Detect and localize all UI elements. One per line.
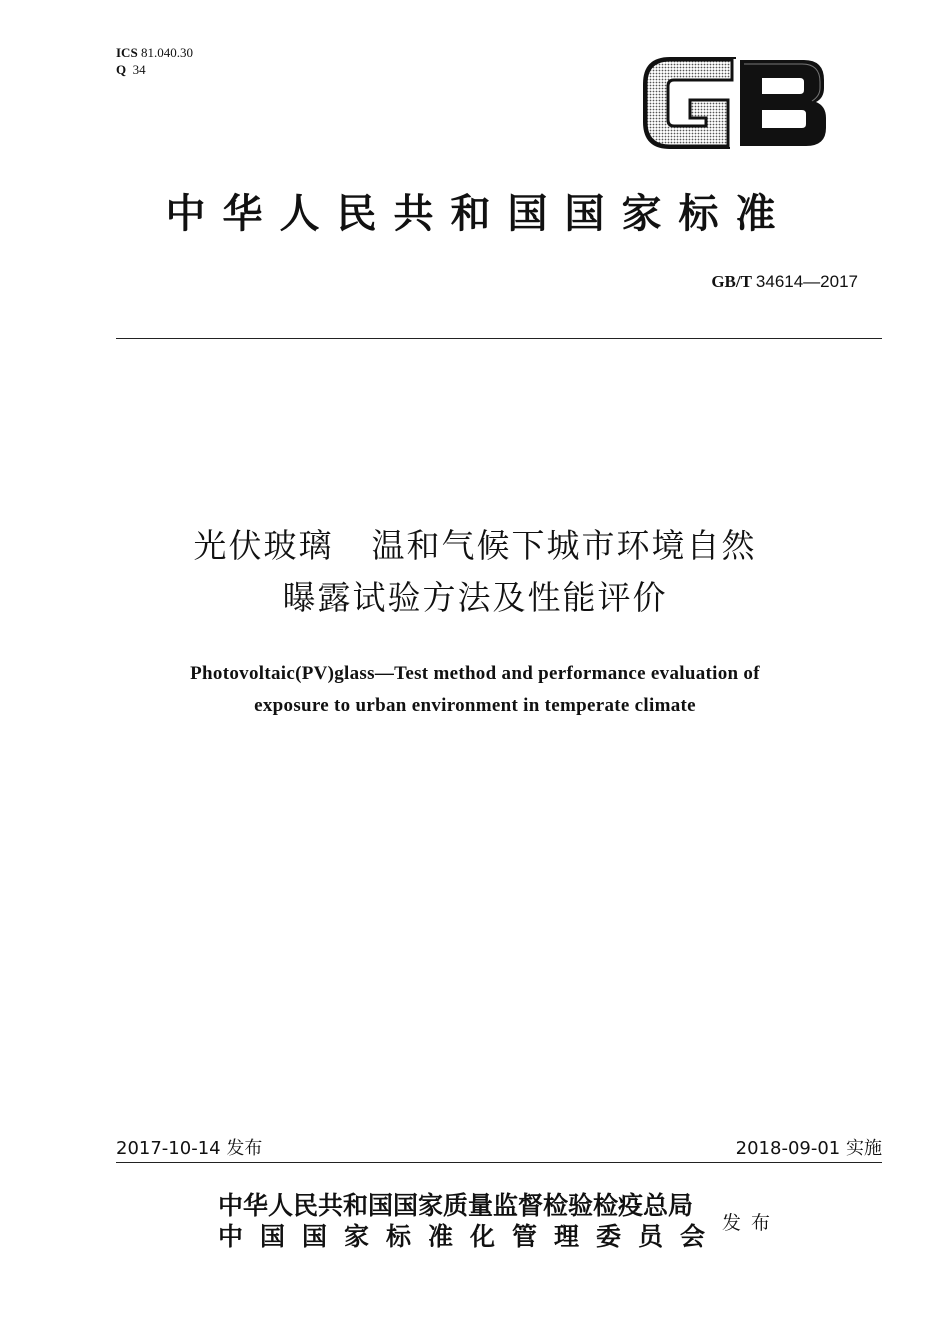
implementation-date: 2018-09-01 实施	[735, 1138, 882, 1159]
gb-logo	[640, 54, 832, 152]
top-divider	[116, 338, 882, 339]
ics-classification	[116, 44, 193, 78]
chinese-title	[0, 520, 950, 624]
ccs-label: Q	[116, 62, 127, 77]
publisher-line2: 中国国家标准化管理委员会	[218, 1222, 723, 1251]
chinese-title-part2: 温和气候下城市环境自然	[371, 526, 757, 565]
english-title-line2: exposure to urban environment in temperate climate	[254, 695, 696, 716]
standard-code: 34614—2017	[755, 272, 858, 291]
standard-prefix: GB/T	[711, 272, 752, 291]
english-title-line1: Photovoltaic(PV)glass—Test method and performance evaluation of	[190, 663, 760, 684]
chinese-title-line2: 曝露试验方法及性能评价	[282, 578, 668, 617]
chinese-title-part1: 光伏玻璃	[193, 526, 334, 565]
gb-logo-text: GB	[640, 54, 642, 55]
publisher-block	[218, 1190, 722, 1252]
issue-date: 2017-10-14 发布	[116, 1138, 263, 1159]
english-title	[0, 658, 950, 722]
bottom-divider	[116, 1162, 882, 1163]
ics-label: ICS	[116, 45, 138, 60]
standard-type-title: 中华人民共和国国家标准	[165, 190, 793, 237]
standard-number	[711, 272, 858, 292]
ics-code: 81.040.30	[140, 45, 193, 60]
ccs-code: 34	[132, 62, 146, 77]
publisher-line1: 中华人民共和国国家质量监督检验检疫总局	[218, 1191, 694, 1220]
publish-action: 发布	[722, 1212, 781, 1234]
